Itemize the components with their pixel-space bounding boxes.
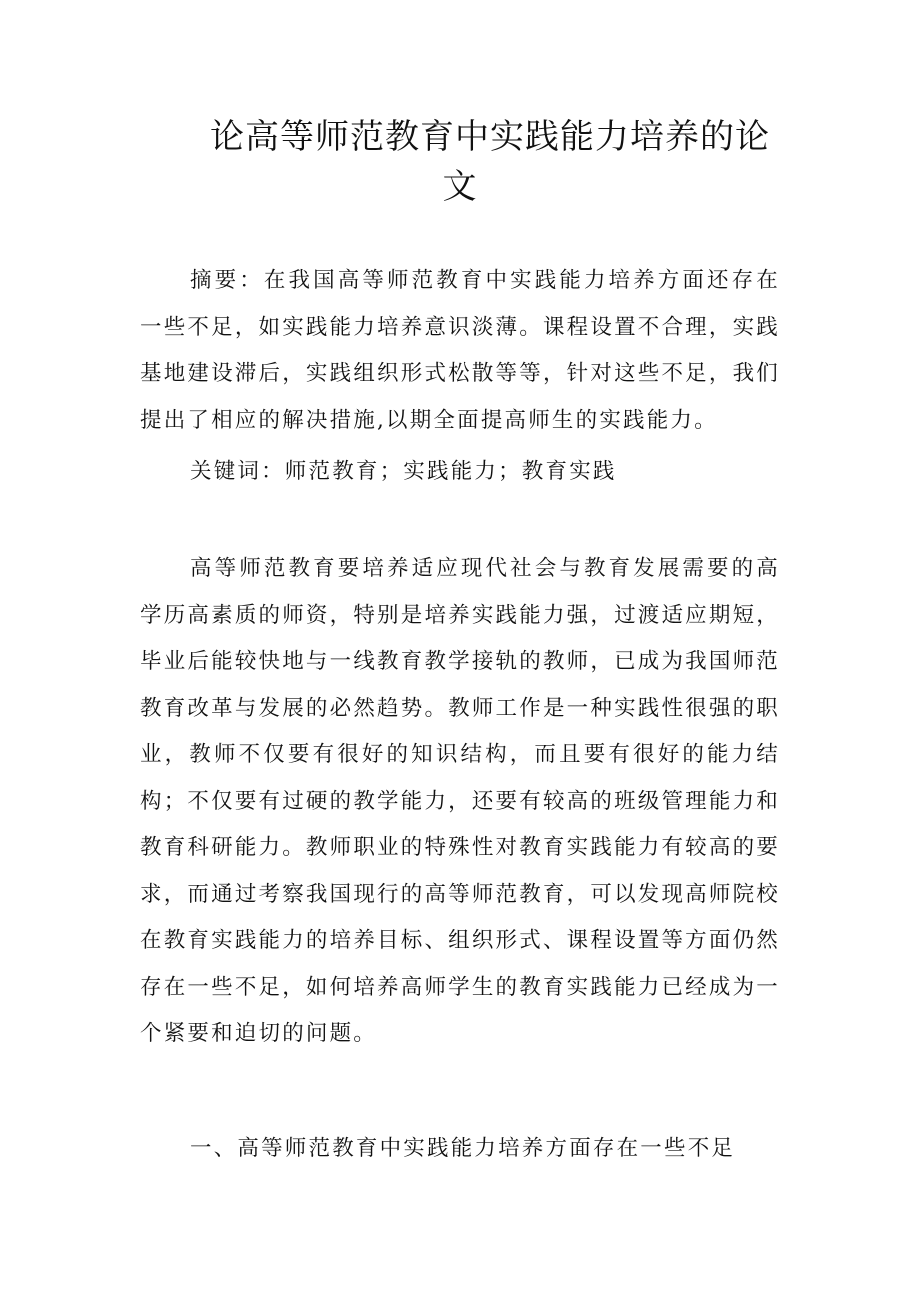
abstract-paragraph: 摘要：在我国高等师范教育中实践能力培养方面还存在一些不足，如实践能力培养意识淡薄。课程设置不合理，实践基地建设滞后，实践组织形式松散等等，针对这些不足，我们提出了相应的解决措施,以期全面提高师生的实践能力。 <box>140 268 780 433</box>
keywords-line: 关键词：师范教育；实践能力；教育实践 <box>190 459 617 484</box>
intro-block <box>140 546 780 1058</box>
document-title <box>0 112 920 212</box>
title-line-1: 论高等师范教育中实践能力培养的论 <box>210 117 770 157</box>
title-line-2: 文 <box>442 167 478 207</box>
section-heading: 一、高等师范教育中实践能力培养方面存在一些不足 <box>190 1136 736 1161</box>
abstract-block <box>140 258 780 444</box>
intro-paragraph: 高等师范教育要培养适应现代社会与教育发展需要的高学历高素质的师资，特别是培养实践能力强，过渡适应期短，毕业后能较快地与一线教育教学接轨的教师，已成为我国师范教育改革与发展的必然趋势。教师工作是一种实践性很强的职业，教师不仅要有很好的知识结构，而且要有很好的能力结构；不仅要有过硬的教学能力，还要有较高的班级管理能力和教育科研能力。教师职业的特殊性对教育实践能力有较高的要求，而通过考察我国现行的高等师范教育，可以发现高师院校在教育实践能力的培养目标、组织形式、课程设置等方面仍然存在一些不足，如何培养高师学生的教育实践能力已经成为一个紧要和迫切的问题。 <box>140 556 780 1046</box>
